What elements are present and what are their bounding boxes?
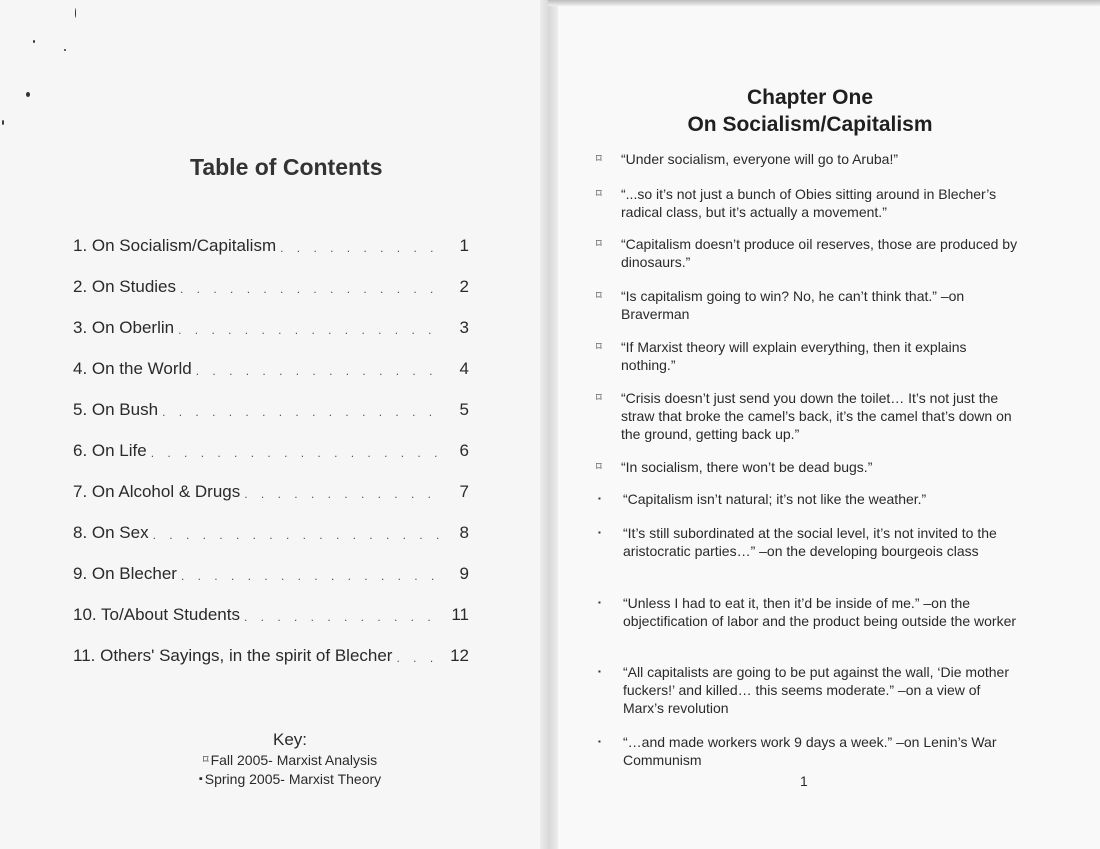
fall-marker-icon: ⌑: [596, 341, 602, 353]
spring-marker-icon: ▪: [598, 737, 601, 746]
key-row-spring: [180, 770, 400, 789]
toc-title: Table of Contents: [190, 154, 383, 180]
quote-item: [596, 338, 1023, 374]
toc-entry[interactable]: [73, 603, 469, 644]
toc-entry-label: 2. On Studies: [73, 275, 180, 299]
scan-speck: [26, 92, 30, 97]
toc-entry-page: 3: [443, 316, 469, 340]
key-spring-label: Spring 2005- Marxist Theory: [204, 771, 382, 787]
quote-text: “…and made workers work 9 days a week.” –on Lenin’s War Communism: [623, 734, 997, 768]
toc-entry-page: 6: [443, 439, 469, 463]
quote-text: “If Marxist theory will explain everything, then it explains nothing.”: [621, 339, 967, 373]
fall-marker-icon: ⌑: [596, 188, 602, 200]
quote-item: [596, 524, 1025, 560]
fall-marker-icon: ⌑: [596, 392, 602, 404]
toc-leader-dots: [181, 562, 443, 590]
fall-marker-icon: ⌑: [596, 238, 602, 250]
scan-speck: [2, 120, 4, 125]
key-fall-label: Fall 2005- Marxist Analysis: [210, 752, 378, 768]
quote-text: “Is capitalism going to win? No, he can’t think that.” –on Braverman: [621, 288, 965, 322]
toc-entry-label: 9. On Blecher: [73, 562, 181, 586]
key-title: Key:: [272, 730, 308, 749]
chapter-heading: [640, 84, 980, 138]
toc-entry[interactable]: [73, 398, 469, 439]
fall-marker-icon: ⌑: [596, 290, 602, 302]
toc-entry-page: 7: [443, 480, 469, 504]
scan-speck: [75, 8, 76, 18]
toc-leader-dots: [244, 480, 443, 508]
toc-leader-dots: [396, 644, 443, 672]
toc-entry-page: 2: [443, 275, 469, 299]
scan-speck: [64, 49, 66, 51]
key-row-fall: [180, 751, 400, 770]
toc-entry-label: 4. On the World: [73, 357, 196, 381]
toc-entry-page: 11: [443, 603, 469, 627]
quote-item: [596, 594, 1025, 630]
toc-leader-dots: [196, 357, 443, 385]
toc-entry[interactable]: [73, 357, 469, 398]
quote-text: “Unless I had to eat it, then it’d be inside of me.” –on the objectification of labor and the product being outside the worker: [623, 595, 1017, 629]
page-top-edge: [548, 0, 1100, 6]
toc-entry-label: 11. Others' Sayings, in the spirit of Blecher: [73, 644, 396, 668]
chapter-title: On Socialism/Capitalism: [687, 113, 933, 136]
spring-marker-icon: ▪: [198, 773, 203, 785]
book-gutter: [540, 0, 558, 849]
toc-entry[interactable]: [73, 521, 469, 562]
quote-text: “All capitalists are going to be put against the wall, ‘Die mother fuckers!’ and killed… this seems moderate.” –on a view of Marx’s revolution: [623, 664, 1009, 716]
quote-text: “Capitalism isn’t natural; it’s not like the weather.”: [623, 491, 927, 507]
toc-entry[interactable]: [73, 562, 469, 603]
toc-leader-dots: [153, 521, 443, 549]
toc-entry-label: 7. On Alcohol & Drugs: [73, 480, 244, 504]
scan-speck: [33, 40, 35, 43]
spring-marker-icon: ▪: [598, 667, 601, 676]
toc-entry[interactable]: [73, 644, 469, 685]
quote-text: “It’s still subordinated at the social level, it’s not invited to the aristocratic parties…” –on the developing bourgeois class: [623, 525, 997, 559]
toc-entry[interactable]: [73, 316, 469, 357]
quote-item: [596, 389, 1023, 443]
toc-entry[interactable]: [73, 439, 469, 480]
toc-entry-page: 8: [443, 521, 469, 545]
legend-key: [180, 729, 400, 789]
toc-entry-page: 1: [443, 234, 469, 258]
toc-leader-dots: [180, 275, 443, 303]
quote-text: “...so it’s not just a bunch of Obies sitting around in Blecher’s radical class, but it’s actually a movement.”: [621, 186, 997, 220]
toc-entry-label: 5. On Bush: [73, 398, 162, 422]
quote-item: [596, 458, 1023, 476]
toc-entry[interactable]: [73, 275, 469, 316]
chapter-number: Chapter One: [746, 86, 874, 109]
toc-entry-label: 10. To/About Students: [73, 603, 244, 627]
toc-leader-dots: [151, 439, 443, 467]
toc-entry-page: 4: [443, 357, 469, 381]
toc-entry-label: 8. On Sex: [73, 521, 153, 545]
spring-marker-icon: ▪: [598, 528, 601, 537]
quote-text: “Crisis doesn’t just send you down the toilet… It’s not just the straw that broke the camel’s back, it’s the camel that’s down on the ground, getting back up.”: [621, 390, 1012, 442]
toc-entry-label: 6. On Life: [73, 439, 151, 463]
quote-text: “Under socialism, everyone will go to Aruba!”: [621, 151, 899, 167]
fall-marker-icon: ⌑: [596, 153, 602, 165]
toc-leader-dots: [178, 316, 443, 344]
toc-leader-dots: [244, 603, 443, 631]
toc-entry-page: 12: [443, 644, 469, 668]
quote-item: [596, 663, 1025, 717]
fall-marker-icon: ⌑: [202, 754, 209, 766]
fall-marker-icon: ⌑: [596, 461, 602, 473]
toc-entry[interactable]: [73, 480, 469, 521]
spring-marker-icon: ▪: [598, 598, 601, 607]
spring-marker-icon: ▪: [598, 494, 601, 503]
quote-item: [596, 150, 1023, 168]
toc-entry-label: 3. On Oberlin: [73, 316, 178, 340]
toc-entry-label: 1. On Socialism/Capitalism: [73, 234, 280, 258]
toc-list: [73, 234, 469, 685]
toc-entry-page: 5: [443, 398, 469, 422]
toc-leader-dots: [280, 234, 443, 262]
page-number: 1: [800, 773, 808, 789]
toc-entry-page: 9: [443, 562, 469, 586]
quote-item: [596, 287, 1023, 323]
quote-item: [596, 235, 1023, 271]
quote-item: [596, 733, 1025, 769]
quote-item: [596, 185, 1023, 221]
quote-item: [596, 490, 1025, 508]
toc-leader-dots: [162, 398, 443, 426]
quote-text: “In socialism, there won’t be dead bugs.”: [621, 459, 873, 475]
toc-entry[interactable]: [73, 234, 469, 275]
quote-text: “Capitalism doesn’t produce oil reserves, those are produced by dinosaurs.”: [621, 236, 1018, 270]
